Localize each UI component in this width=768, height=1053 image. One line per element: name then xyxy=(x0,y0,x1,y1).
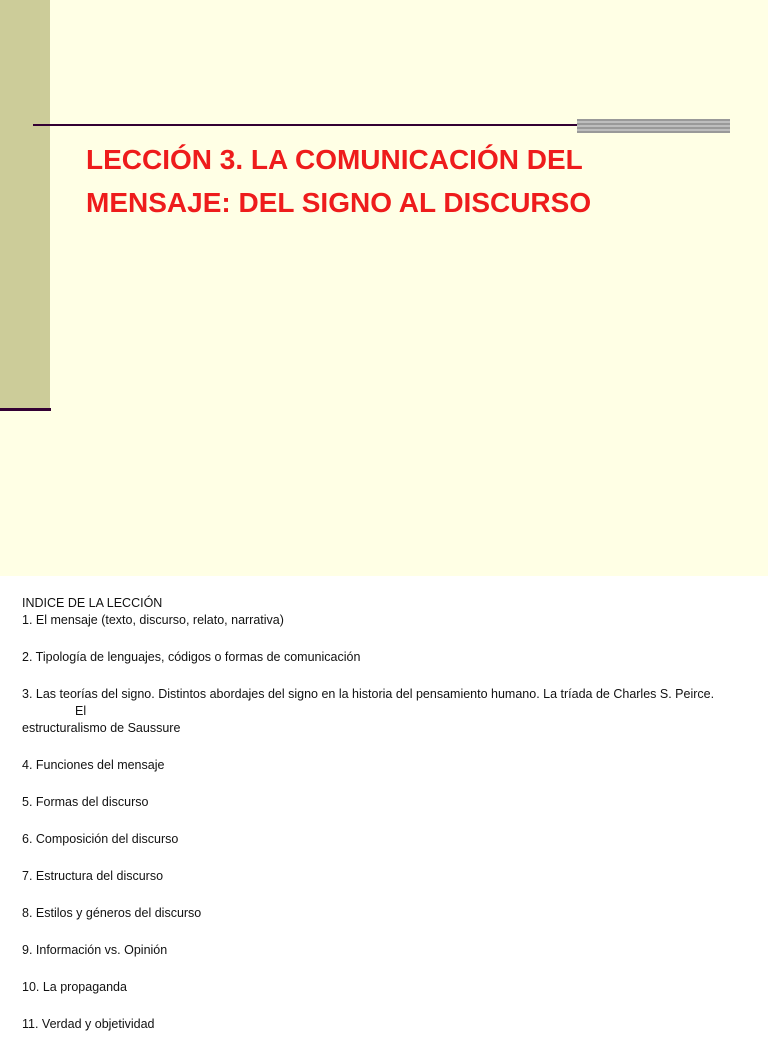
list-item: 10. La propaganda xyxy=(22,980,127,994)
list-item-continuation: El xyxy=(75,704,87,718)
lesson-index xyxy=(22,595,746,1053)
list-item: 8. Estilos y géneros del discurso xyxy=(22,906,202,920)
lesson-index-heading: INDICE DE LA LECCIÓN xyxy=(22,596,163,610)
lesson-index-list xyxy=(22,612,746,1033)
list-item: 5. Formas del discurso xyxy=(22,795,149,809)
list-item: 2. Tipología de lenguajes, códigos o formas de comunicación xyxy=(22,650,361,664)
list-item-continuation: estructuralismo de Saussure xyxy=(22,721,181,735)
slide-title-line-1: LECCIÓN 3. LA COMUNICACIÓN DEL xyxy=(86,144,583,175)
list-item: 1. El mensaje (texto, discurso, relato, narrativa) xyxy=(22,613,284,627)
list-item: 11. Verdad y objetividad xyxy=(22,1017,155,1031)
list-item: 9. Información vs. Opinión xyxy=(22,943,168,957)
list-item: 4. Funciones del mensaje xyxy=(22,758,165,772)
list-item: 6. Composición del discurso xyxy=(22,832,179,846)
slide-side-band xyxy=(0,0,50,409)
list-item xyxy=(22,686,746,737)
list-item-text: 3. Las teorías del signo. Distintos abordajes del signo en la historia del pensamiento humano. La tríada de Charles S. Peirce. xyxy=(22,687,715,701)
side-band-rule xyxy=(0,408,51,411)
list-item: 7. Estructura del discurso xyxy=(22,869,164,883)
slide-title xyxy=(86,138,726,224)
title-accent-bar xyxy=(577,119,730,133)
title-rule xyxy=(33,124,578,126)
slide-title-line-2: MENSAJE: DEL SIGNO AL DISCURSO xyxy=(86,187,592,218)
